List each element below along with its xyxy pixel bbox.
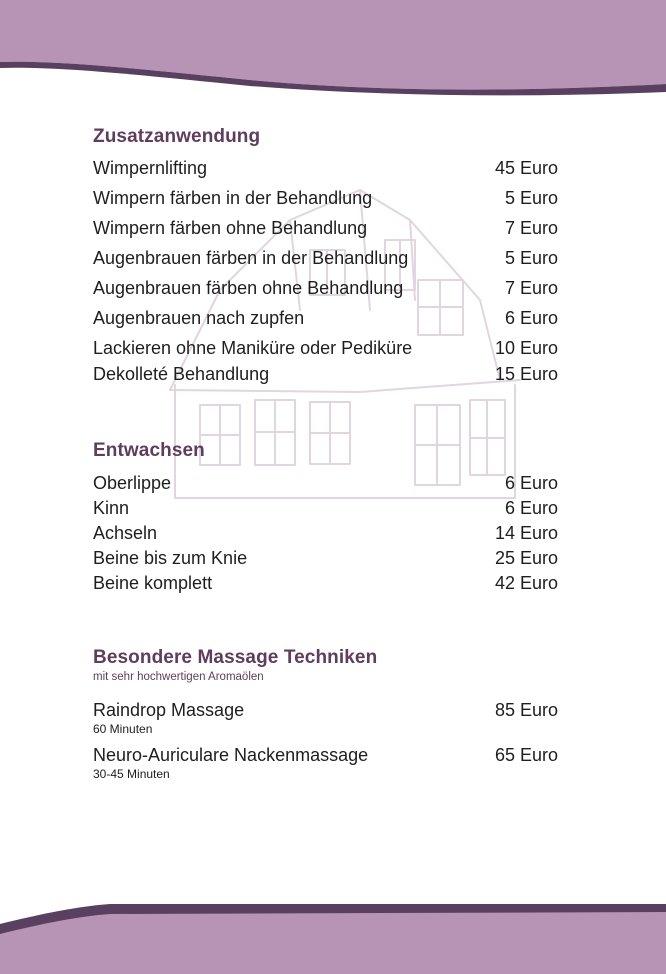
service-price: 85 Euro (494, 700, 558, 720)
price-row (93, 218, 558, 242)
top-banner (0, 0, 666, 100)
service-name: Beine komplett (93, 573, 213, 593)
price-row (93, 745, 558, 781)
price-row (93, 573, 558, 597)
section-title-zusatzanwendung: Zusatzanwendung (93, 126, 261, 147)
service-price: 7 Euro (504, 278, 558, 298)
service-price: 7 Euro (504, 218, 558, 238)
section-title-entwachsen: Entwachsen (93, 440, 205, 461)
service-price: 5 Euro (504, 248, 558, 268)
price-row (93, 473, 558, 497)
service-price: 6 Euro (504, 498, 558, 518)
service-name: Augenbrauen nach zupfen (93, 308, 305, 328)
service-price: 6 Euro (504, 473, 558, 493)
service-name: Wimpern färben ohne Behandlung (93, 218, 368, 238)
service-duration: 60 Minuten (93, 722, 153, 736)
price-row (93, 338, 558, 362)
service-price: 25 Euro (494, 548, 558, 568)
section-subtitle-massage: mit sehr hochwertigen Aromaölen (93, 671, 264, 683)
service-name: Achseln (93, 523, 158, 543)
service-name: Kinn (93, 498, 130, 518)
price-row (93, 248, 558, 272)
service-name: Dekolleté Behandlung (93, 364, 270, 384)
service-price: 15 Euro (494, 364, 558, 384)
service-name: Raindrop Massage (93, 700, 245, 720)
service-duration: 30-45 Minuten (93, 767, 170, 781)
service-price: 45 Euro (494, 158, 558, 178)
bottom-banner (0, 900, 666, 974)
service-price: 6 Euro (504, 308, 558, 328)
price-row (93, 548, 558, 572)
section-title-massage: Besondere Massage Techniken (93, 647, 378, 668)
service-name: Lackieren ohne Maniküre oder Pediküre (93, 338, 413, 358)
service-price: 14 Euro (494, 523, 558, 543)
service-name: Wimpern färben in der Behandlung (93, 188, 373, 208)
price-row (93, 188, 558, 212)
price-row (93, 158, 558, 182)
service-name: Neuro-Auriculare Nackenmassage (93, 745, 369, 765)
service-price: 65 Euro (494, 745, 558, 765)
service-name: Augenbrauen färben ohne Behandlung (93, 278, 404, 298)
service-price: 42 Euro (494, 573, 558, 593)
service-name: Augenbrauen färben in der Behandlung (93, 248, 409, 268)
service-name: Oberlippe (93, 473, 172, 493)
price-row (93, 700, 558, 736)
service-price: 5 Euro (504, 188, 558, 208)
price-row (93, 278, 558, 302)
price-row (93, 523, 558, 547)
service-price: 10 Euro (494, 338, 558, 358)
price-row (93, 308, 558, 332)
price-row (93, 498, 558, 522)
service-name: Wimpernlifting (93, 158, 208, 178)
price-row (93, 364, 558, 388)
service-name: Beine bis zum Knie (93, 548, 248, 568)
